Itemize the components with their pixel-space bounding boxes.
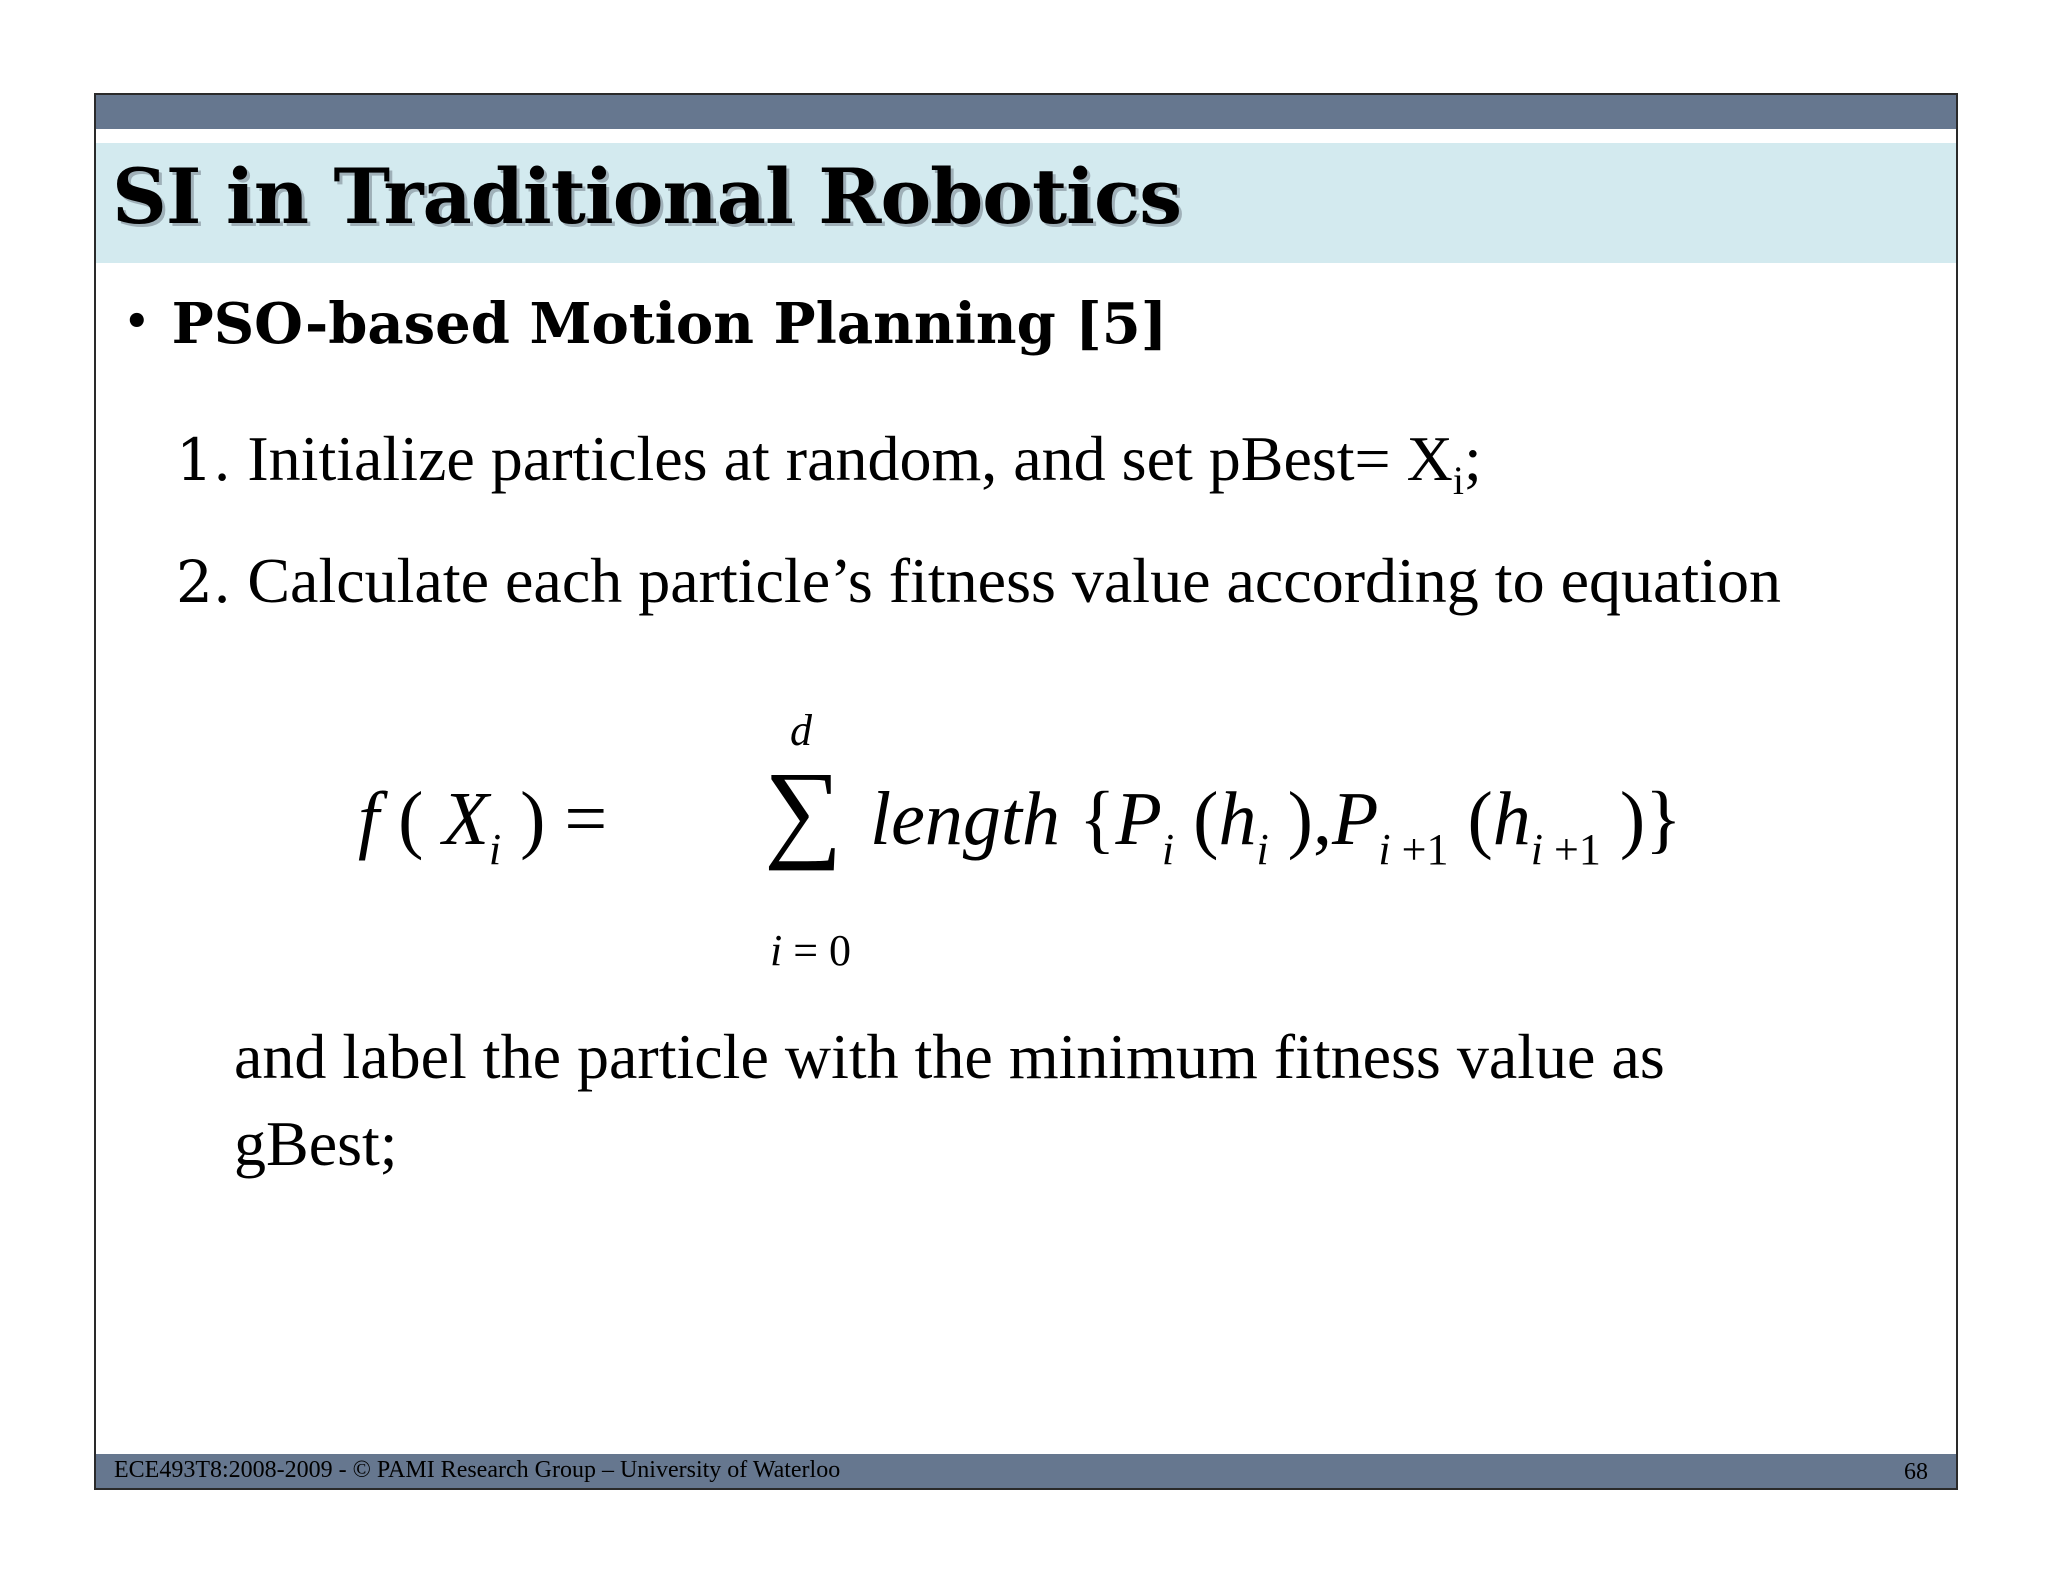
equation-rhs <box>870 777 1682 874</box>
bullet-symbol: • <box>124 298 150 345</box>
step-1 <box>176 421 1482 505</box>
sum-start: = 0 <box>782 926 852 975</box>
eq-h: h <box>1218 777 1257 861</box>
bullet-heading <box>124 291 1167 358</box>
eq-paren-close-comma: ), <box>1268 777 1332 861</box>
eq-subscript-var: i <box>1530 825 1544 874</box>
eq-h-next-subscript <box>1531 825 1601 874</box>
sum-index: i <box>770 926 783 975</box>
equation-lhs <box>358 777 608 874</box>
eq-brace-open: { <box>1059 777 1116 861</box>
step-text: Initialize particles at random, and set pBest= X <box>247 423 1453 494</box>
step-number: 2. <box>176 548 232 616</box>
eq-subscript-rest: +1 <box>1390 825 1449 874</box>
eq-h-subscript: i <box>1256 825 1269 874</box>
page-number: 68 <box>1904 1459 1928 1485</box>
footer-bar <box>96 1454 1956 1488</box>
slide-title: SI in Traditional Robotics <box>112 152 1182 241</box>
eq-length: length <box>870 777 1060 861</box>
eq-f: f <box>358 777 380 861</box>
eq-subscript-var: i <box>1378 825 1391 874</box>
eq-brace-close: )} <box>1600 777 1682 861</box>
header-bar <box>96 95 1956 129</box>
step-2-continuation: and label the particle with the minimum fitness value as gBest; <box>234 1021 1665 1180</box>
bullet-text: PSO-based Motion Planning [5] <box>171 291 1168 357</box>
step-2 <box>176 543 1781 620</box>
step-suffix: ; <box>1463 423 1482 494</box>
slide <box>94 93 1958 1490</box>
summation <box>750 685 860 1005</box>
eq-paren-open: ( <box>379 777 443 861</box>
sum-lower-limit <box>770 925 851 976</box>
eq-paren-open: ( <box>1448 777 1493 861</box>
fitness-equation <box>358 685 1682 1005</box>
eq-paren-close-equals: ) = <box>501 777 608 861</box>
footer-text: ECE493T8:2008-2009 - © PAMI Research Group – University of Waterloo <box>114 1457 841 1483</box>
eq-h-next: h <box>1492 777 1531 861</box>
sum-upper-limit: d <box>790 706 812 755</box>
eq-P-subscript: i <box>1161 825 1175 874</box>
step-subscript: i <box>1452 458 1464 503</box>
eq-P-next-subscript <box>1378 825 1448 874</box>
eq-paren-open: ( <box>1174 777 1219 861</box>
sum-symbol: ∑ <box>764 749 843 871</box>
eq-X: X <box>442 777 489 861</box>
eq-P: P <box>1115 777 1162 861</box>
eq-P-next: P <box>1331 777 1379 861</box>
step-number: 1. <box>176 426 232 494</box>
eq-X-subscript: i <box>488 825 502 874</box>
step-text: Calculate each particle’s fitness value according to equation <box>247 545 1781 616</box>
eq-subscript-rest: +1 <box>1543 825 1601 874</box>
